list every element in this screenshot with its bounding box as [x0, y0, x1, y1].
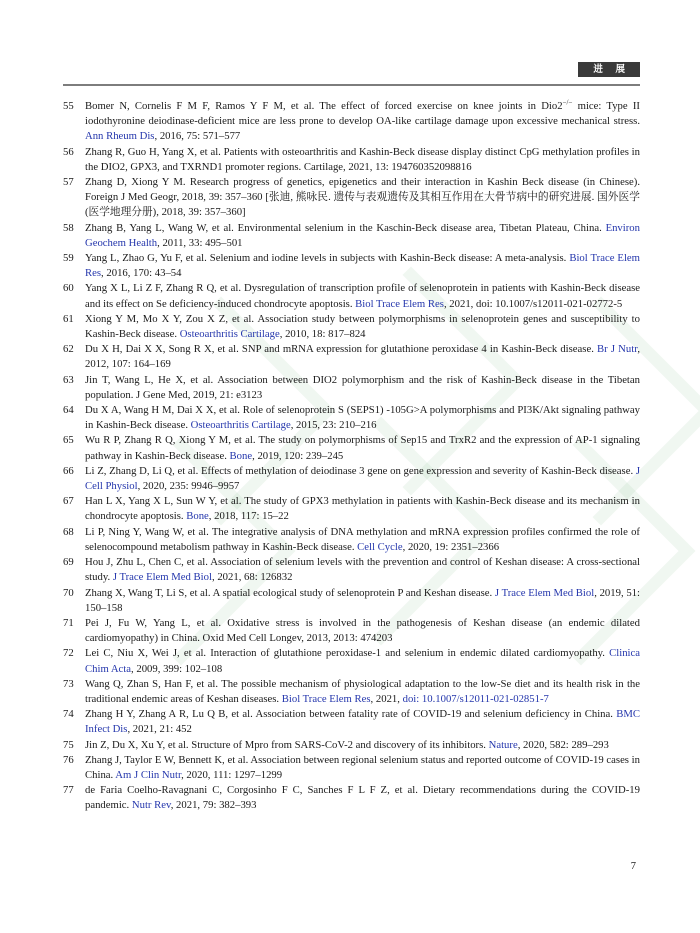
reference-text: Zhang B, Yang L, Wang W, et al. Environmental selenium in the Kaschin-Beck disease area, Tibetan Plateau, China.	[85, 221, 606, 234]
reference-number: 67	[63, 495, 74, 508]
references-list	[63, 99, 640, 814]
journal-link[interactable]: Bone	[229, 449, 253, 462]
reference-item	[63, 342, 640, 372]
section-tag-badge: 进 展	[578, 62, 640, 77]
reference-number: 63	[63, 373, 74, 386]
journal-link[interactable]: Am J Clin Nutr	[115, 768, 182, 781]
reference-item	[63, 281, 640, 311]
reference-item	[63, 251, 640, 281]
reference-text: Lei C, Niu X, Wei J, et al. Interaction of glutathione peroxidase-1 and selenium in endemic dilated cardiomyopathy.	[85, 647, 610, 660]
reference-item	[63, 99, 640, 145]
reference-item	[63, 312, 640, 342]
reference-number: 60	[63, 282, 74, 295]
reference-item	[63, 525, 640, 555]
reference-text: Bomer N, Cornelis F M F, Ramos Y F M, et al. The effect of forced exercise on knee joints in Dio2	[85, 100, 563, 112]
reference-item	[63, 145, 640, 175]
journal-link[interactable]: doi: 10.1007/s12011-021-02851-7	[402, 692, 549, 705]
journal-link[interactable]: Bone	[186, 510, 209, 523]
reference-number: 61	[63, 312, 74, 325]
reference-text: , 2020, 19: 2351–2366	[402, 540, 500, 553]
reference-text: Du X H, Dai X X, Song R X, et al. SNP and mRNA expression for glutathione peroxidase 4 in Kashin-Beck disease.	[85, 343, 598, 356]
reference-text: , 2009, 399: 102–108	[131, 662, 223, 675]
reference-item	[63, 403, 640, 433]
reference-number: 57	[63, 176, 74, 189]
journal-link[interactable]: Ann Rheum Dis	[85, 130, 155, 143]
journal-link[interactable]: J Cell Physiol	[85, 464, 640, 493]
journal-link[interactable]: Osteoarthritis Cartilage	[179, 328, 280, 341]
reference-number: 64	[63, 404, 74, 417]
reference-text: , 2019, 120: 239–245	[252, 449, 344, 462]
reference-text: , 2021, 79: 382–393	[170, 799, 257, 812]
journal-link[interactable]: BMC Infect Dis	[85, 708, 640, 736]
reference-text: Zhang D, Xiong Y M. Research progress of genetics, epigenetics and their interaction in Kashin Beck disease (in Chinese). Foreign J Med Geogr, 2018, 39: 357–360 [张迪, 熊咏民. 遗传与表观遗传及其相互作用在大骨节病中的研究进展. 国外医学(医学地理分册), 2018, 39: 357–360]	[85, 176, 640, 219]
reference-number: 62	[63, 343, 74, 356]
superscript-text: −/−	[562, 98, 573, 107]
journal-link[interactable]: Nutr Rev	[131, 799, 171, 812]
journal-link[interactable]: Br J Nutr	[597, 343, 638, 356]
reference-text: Pei J, Fu W, Yang L, et al. Oxidative stress is involved in the pathogenesis of Keshan disease (an endemic dilated cardiomyopathy) in China. Oxid Med Cell Longev, 2013, 2013: 474203	[85, 616, 640, 645]
reference-number: 73	[63, 677, 74, 690]
reference-item	[63, 677, 640, 707]
reference-number: 65	[63, 434, 74, 447]
journal-link[interactable]: J Trace Elem Med Biol	[112, 571, 212, 584]
reference-number: 59	[63, 252, 74, 265]
reference-number: 56	[63, 145, 74, 158]
reference-number: 68	[63, 525, 74, 538]
reference-item	[63, 464, 640, 494]
journal-link[interactable]: Environ Geochem Health	[85, 221, 640, 249]
reference-text: Zhang R, Guo H, Yang X, et al. Patients with osteoarthritis and Kashin-Beck disease display distinct CpG methylation profiles in the DIO2, GPX3, and TXRND1 promoter regions. Cartilage, 2021, 13: 194760352098816	[85, 145, 640, 173]
reference-text: mice: Type II iodothyronine deiodinase-deficient mice are less prone to develop OA-like cartilage damage upon excessive mechanical stress.	[85, 100, 640, 128]
reference-item	[63, 783, 640, 813]
journal-link[interactable]: Biol Trace Elem Res	[85, 252, 640, 280]
reference-text: , 2016, 75: 571–577	[154, 130, 241, 143]
reference-text: Zhang H Y, Zhang A R, Lu Q B, et al. Association between fatality rate of COVID-19 and selenium deficiency in China.	[85, 708, 617, 721]
reference-number: 74	[63, 708, 74, 721]
reference-text: Hou J, Zhu L, Chen C, et al. Association of selenium levels with the prevention and control of Keshan disease: A cross-sectional study.	[85, 556, 640, 584]
reference-item	[63, 221, 640, 251]
reference-item	[63, 646, 640, 676]
reference-text: , 2015, 23: 210–216	[290, 419, 377, 432]
reference-text: , 2021, doi: 10.1007/s12011-021-02772-5	[443, 297, 623, 310]
reference-text: Zhang X, Wang T, Li S, et al. A spatial ecological study of selenoprotein P and Keshan disease.	[85, 586, 495, 599]
reference-number: 71	[63, 616, 74, 629]
reference-text: Yang X L, Li Z F, Zhang R Q, et al. Dysregulation of transcription profile of selenoprotein in patients with Kashin-Beck disease and its effect on Se deficiency-induced chondrocyte apoptosis.	[85, 282, 640, 310]
journal-link[interactable]: Cell Cycle	[357, 540, 403, 553]
reference-text: Du X A, Wang H M, Dai X X, et al. Role of selenoprotein S (SEPS1) -105G>A polymorphisms and PI3K/Akt signaling pathway in Kashin-Beck disease.	[85, 404, 640, 432]
reference-text: Yang L, Zhao G, Yu F, et al. Selenium and iodine levels in subjects with Kashin-Beck disease: A meta-analysis.	[85, 252, 570, 265]
reference-item	[63, 555, 640, 585]
reference-item	[63, 373, 640, 403]
reference-number: 72	[63, 647, 74, 660]
reference-text: Han L X, Yang X L, Sun W Y, et al. The study of GPX3 methylation in patients with Kashin-Beck disease and its mechanism in chondrocyte apoptosis.	[85, 495, 640, 523]
reference-text: , 2011, 33: 495–501	[157, 236, 243, 249]
page-header	[63, 62, 640, 77]
reference-number: 75	[63, 738, 74, 751]
reference-text: Wu R P, Zhang R Q, Xiong Y M, et al. The study on polymorphisms of Sep15 and TrxR2 and the expression of AP-1 signaling pathway in Kashin-Beck disease.	[85, 434, 640, 462]
journal-link[interactable]: Clinica Chim Acta	[85, 647, 640, 675]
reference-number: 69	[63, 556, 74, 569]
reference-text: Xiong Y M, Mo X Y, Zou X Z, et al. Association study between polymorphisms in selenoprotein genes and susceptibility to Kashin-Beck disease.	[85, 312, 640, 341]
reference-text: , 2021, 21: 452	[127, 723, 192, 736]
reference-text: , 2010, 18: 817–824	[279, 328, 366, 341]
reference-number: 66	[63, 464, 74, 477]
reference-text: Jin T, Wang L, He X, et al. Association between DIO2 polymorphism and the risk of Kashin-Beck disease in the Tibetan population. J Gene Med, 2019, 21: e3123	[85, 373, 640, 401]
reference-text: , 2020, 235: 9946–9957	[137, 480, 240, 493]
journal-link[interactable]: Nature	[488, 738, 518, 751]
reference-number: 55	[63, 100, 74, 112]
reference-text: Zhang J, Taylor E W, Bennett K, et al. Association between regional selenium status and reported outcome of COVID-19 cases in China.	[85, 753, 640, 781]
reference-text: , 2012, 107: 164–169	[85, 343, 640, 371]
reference-text: Wang Q, Zhan S, Han F, et al. The possible mechanism of physiological adaptation to the low-Se diet and its health risk in the traditional endemic areas of Keshan diseases.	[85, 677, 640, 705]
reference-text: , 2019, 51: 150–158	[85, 586, 640, 614]
reference-number: 70	[63, 586, 74, 599]
reference-text: , 2020, 582: 289–293	[517, 738, 609, 751]
reference-text: , 2021,	[370, 692, 403, 705]
journal-link[interactable]: Biol Trace Elem Res	[281, 692, 371, 705]
reference-number: 58	[63, 221, 74, 234]
reference-item	[63, 586, 640, 616]
journal-link[interactable]: J Trace Elem Med Biol	[494, 586, 595, 599]
journal-link[interactable]: Biol Trace Elem Res	[355, 297, 444, 310]
reference-text: , 2018, 117: 15–22	[208, 510, 289, 523]
reference-item	[63, 707, 640, 737]
reference-item	[63, 494, 640, 524]
header-rule	[63, 84, 640, 86]
reference-text: , 2021, 68: 126832	[211, 571, 293, 584]
reference-number: 76	[63, 753, 74, 766]
reference-text: Li Z, Zhang D, Li Q, et al. Effects of methylation of deiodinase 3 gene on gene expression and severity of Kashin-Beck disease.	[85, 464, 636, 477]
reference-item	[63, 433, 640, 463]
reference-text: de Faria Coelho-Ravagnani C, Corgosinho F C, Sanches F L F Z, et al. Dietary recommendations during the COVID-19 pandemic.	[85, 784, 640, 812]
reference-item	[63, 738, 640, 753]
reference-text: , 2016, 170: 43–54	[101, 267, 182, 280]
reference-item	[63, 753, 640, 783]
journal-link[interactable]: Osteoarthritis Cartilage	[190, 419, 291, 432]
reference-number: 77	[63, 784, 74, 797]
reference-item	[63, 175, 640, 221]
reference-text: Li P, Ning Y, Wang W, et al. The integrative analysis of DNA methylation and mRNA expression profiles confirmed the role of selenocompound metabolism pathway in Kashin-Beck disease.	[85, 525, 640, 553]
reference-item	[63, 616, 640, 646]
reference-text: , 2020, 111: 1297–1299	[181, 768, 283, 781]
page-number: 7	[630, 861, 636, 872]
reference-text: Jin Z, Du X, Xu Y, et al. Structure of Mpro from SARS-CoV-2 and discovery of its inhibitors.	[85, 738, 489, 751]
